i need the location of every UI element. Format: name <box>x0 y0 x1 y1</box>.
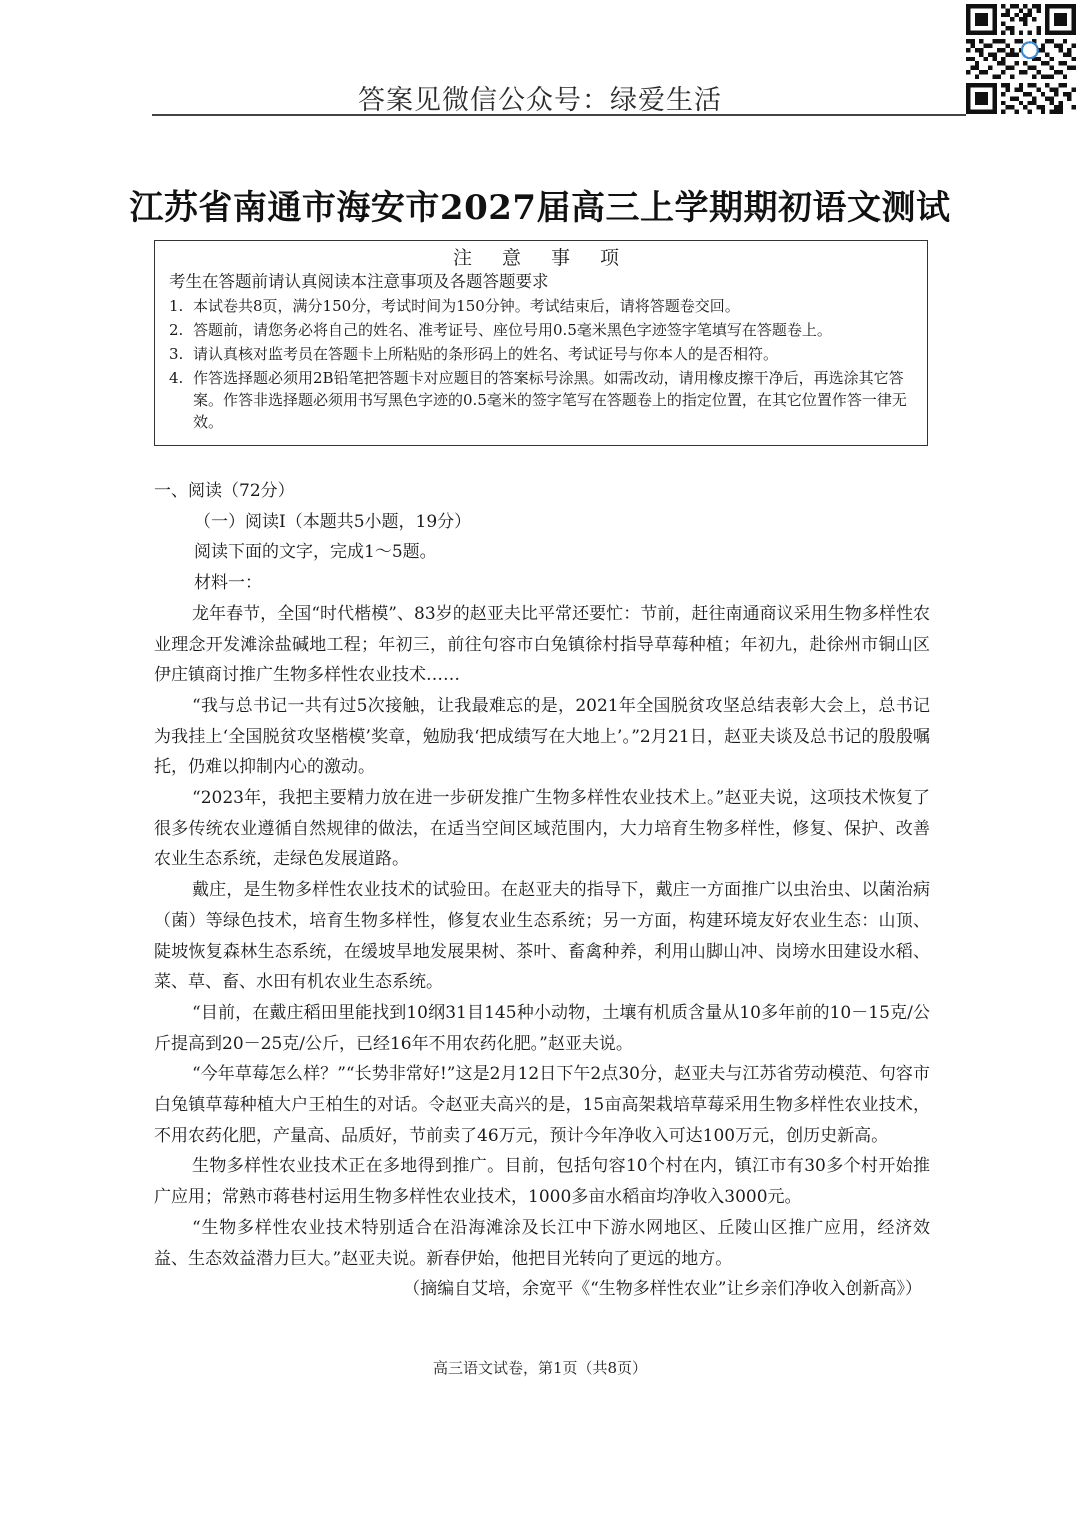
paragraph: “目前，在戴庄稻田里能找到10纲31目145种小动物，土壤有机质含量从10多年前的10－15克/公斤提高到20－25克/公斤，已经16年不用农药化肥。”赵亚夫说。 <box>154 1002 930 1054</box>
notice-item <box>169 319 915 341</box>
notice-item-text: 请认真核对监考员在答题卡上所粘贴的条形码上的姓名、考试证号与你本人的是否相符。 <box>193 345 779 363</box>
paragraph: “2023年，我把主要精力放在进一步研发推广生物多样性农业技术上。”赵亚夫说，这项技术恢复了很多传统农业遵循自然规律的做法，在适当空间区域范围内，大力培育生物多样性，修复、保护、改善农业生态系统，走绿色发展道路。 <box>154 788 930 870</box>
page-footer: 高三语文试卷，第1页（共8页） <box>432 1359 648 1377</box>
notice-item <box>169 343 915 365</box>
header-banner: 答案见微信公众号：绿爱生活 <box>358 85 722 116</box>
notice-item-text: 本试卷共8页，满分150分，考试时间为150分钟。考试结束后，请将答题卷交回。 <box>193 297 740 315</box>
paragraph: “我与总书记一共有过5次接触，让我最难忘的是，2021年全国脱贫攻坚总结表彰大会上，总书记为我挂上‘全国脱贫攻坚楷模’奖章，勉励我‘把成绩写在大地上’。”2月21日，赵亚夫谈及总书记的殷殷嘱托，仍难以抑制内心的激动。 <box>154 695 930 778</box>
paragraph: 龙年春节，全国“时代楷模”、83岁的赵亚夫比平常还要忙：节前，赶往南通商议采用生物多样性农业理念开发滩涂盐碱地工程；年初三，前往句容市白兔镇徐村指导草莓种植；年初九，赴徐州市铜山区伊庄镇商讨推广生物多样性农业技术…… <box>154 603 930 686</box>
reading-section <box>154 476 930 1305</box>
notice-item-number: 1. <box>169 297 184 315</box>
paragraph: “今年草莓怎么样？”“长势非常好!”这是2月12日下午2点30分，赵亚夫与江苏省劳动模范、句容市白兔镇草莓种植大户王柏生的对话。令赵亚夫高兴的是，15亩高架栽培草莓采用生物多样性农业技术，不用农药化肥，产量高、品质好，节前卖了46万元，预计今年净收入可达100万元，创历史新高。 <box>154 1064 930 1146</box>
notice-title: 注 意 事 项 <box>452 247 632 269</box>
notice-item-number: 4. <box>169 369 184 387</box>
notice-item-number: 2. <box>169 321 184 339</box>
section-heading: 一、阅读（72分） <box>154 481 295 501</box>
header-divider <box>152 114 966 116</box>
exam-title: 江苏省南通市海安市2027届高三上学期期初语文测试 <box>129 188 951 228</box>
material-label: 材料一： <box>194 573 262 594</box>
paragraph: 生物多样性农业技术正在多地得到推广。目前，包括句容10个村在内，镇江市有30多个村开始推广应用；常熟市蒋巷村运用生物多样性农业技术，1000多亩水稻亩均净收入3000元。 <box>154 1156 930 1208</box>
notice-item <box>169 367 915 433</box>
paragraph: “生物多样性农业技术特别适合在沿海滩涂及长江中下游水网地区、丘陵山区推广应用，经济效益、生态效益潜力巨大。”赵亚夫说。新春伊始，他把目光转向了更远的地方。 <box>154 1217 930 1269</box>
subsection-heading: （一）阅读Ⅰ（本题共5小题，19分） <box>194 511 472 532</box>
notice-item-text: 答题前，请您务必将自己的姓名、准考证号、座位号用0.5毫米黑色字迹签字笔填写在答题卷上。 <box>193 321 832 339</box>
notice-box <box>154 240 928 446</box>
notice-list <box>169 295 915 433</box>
notice-item-text: 作答选择题必须用2B铅笔把答题卡对应题目的答案标号涂黑。如需改动，请用橡皮擦干净后，再选涂其它答案。作答非选择题必须用书写黑色字迹的0.5毫米的签字笔写在答题卷上的指定位置，在其它位置作答一律无效。 <box>193 369 907 431</box>
paragraph: 戴庄，是生物多样性农业技术的试验田。在赵亚夫的指导下，戴庄一方面推广以虫治虫、以菌治病（菌）等绿色技术，培育生物多样性，修复农业生态系统；另一方面，构建环境友好农业生态：山顶、陡坡恢复森林生态系统，在缓坡旱地发展果树、茶叶、畜禽种养，利用山脚山冲、岗塝水田建设水稻、菜、草、畜、水田有机农业生态系统。 <box>154 880 930 993</box>
notice-intro: 考生在答题前请认真阅读本注意事项及各题答题要求 <box>169 272 549 291</box>
notice-item-number: 3. <box>169 345 184 363</box>
instruction-text: 阅读下面的文字，完成1～5题。 <box>194 542 437 563</box>
source-citation: （摘编自艾培，余宽平《“生物多样性农业”让乡亲们净收入创新高》） <box>403 1279 922 1300</box>
notice-item <box>169 295 915 317</box>
